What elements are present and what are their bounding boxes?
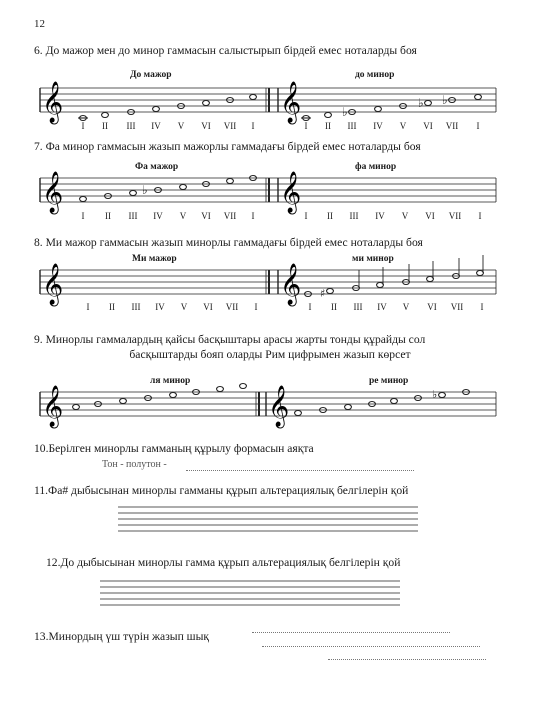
- task-9-text-line1: 9. Минорлы гаммалардың қайсы басқыштары арасы жарты тонды құрайды сол: [34, 333, 426, 346]
- task-6-left-label: До мажор: [130, 70, 172, 80]
- task-6-staff: [38, 80, 498, 123]
- task-13-text: 13.Минордың үш түрін жазып шық: [34, 630, 210, 643]
- task-13-answer-line-1[interactable]: [252, 632, 450, 633]
- treble-clef-icon: 𝄞: [280, 264, 302, 305]
- svg-text:♭: ♭: [342, 105, 348, 119]
- svg-text:♭: ♭: [418, 96, 424, 110]
- task-9-staff: [38, 384, 498, 427]
- task-12-text: 12.До дыбысынан минорлы гамма құрып альтерациялық белгілерін қой: [46, 556, 401, 569]
- task-9-left-label: ля минор: [150, 376, 191, 386]
- task-8-right-label: ми минор: [352, 254, 394, 264]
- treble-clef-icon: 𝄞: [280, 172, 302, 213]
- svg-text:♭: ♭: [432, 388, 438, 401]
- task-6-right-label: до минор: [355, 70, 395, 80]
- task-9-right-label: ре минор: [369, 376, 409, 386]
- task-13-answer-line-3[interactable]: [328, 659, 486, 660]
- task-6-text: 6. До мажор мен до минор гаммасын салыстырып бірдей емес ноталарды боя: [34, 44, 417, 57]
- task-7-text: 7. Фа минор гаммасын жазып мажорлы гаммадағы бірдей емес ноталарды боя: [34, 140, 421, 153]
- treble-clef-icon: 𝄞: [42, 264, 64, 305]
- task-7-staff: [38, 170, 498, 213]
- task-13-answer-line-2[interactable]: [262, 646, 480, 647]
- task-9-text-line2: басқыштарды бояп оларды Рим цифрымен жазып көрсет: [129, 348, 411, 361]
- page-number: 12: [34, 18, 45, 30]
- task-11-staff[interactable]: [118, 504, 418, 534]
- treble-clef-icon: 𝄞: [42, 172, 64, 213]
- task-10-answer-line[interactable]: [186, 470, 414, 471]
- treble-clef-icon: 𝄞: [280, 82, 302, 123]
- task-10-hint: Тон - полутон -: [102, 459, 167, 470]
- task-8-text: 8. Ми мажор гаммасын жазып минорлы гаммадағы бірдей емес ноталарды боя: [34, 236, 423, 249]
- svg-text:♭: ♭: [142, 183, 148, 197]
- task-7-right-label: фа минор: [355, 162, 397, 172]
- svg-text:♯: ♯: [320, 287, 326, 300]
- treble-clef-icon: 𝄞: [42, 82, 64, 123]
- task-8-left-label: Ми мажор: [132, 254, 177, 264]
- task-12-staff[interactable]: [100, 578, 400, 608]
- task-11-text: 11.Фа# дыбысынан минорлы гамманы құрып альтерациялық белгілерін қой: [34, 484, 409, 497]
- task-7-left-label: Фа мажор: [135, 162, 179, 172]
- task-8-staff: [38, 262, 498, 305]
- task-10-text: 10.Берілген минорлы гамманың құрылу формасын аяқта: [34, 442, 314, 455]
- treble-clef-icon: 𝄞: [268, 386, 290, 427]
- svg-text:♭: ♭: [442, 93, 448, 107]
- treble-clef-icon: 𝄞: [42, 386, 64, 427]
